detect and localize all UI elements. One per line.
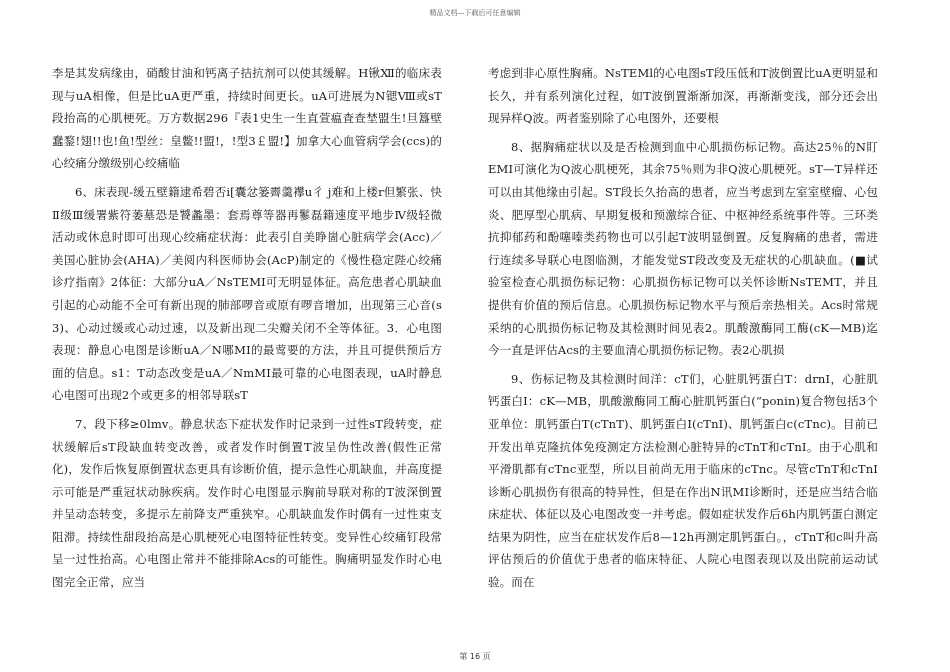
page-number: 第 16 页 [459,652,491,661]
paragraph: 李是其发病缘由，硝酸甘油和钙离子拮抗剂可以使其缓解。H锹Ⅻ的临床表现与uA相像，但是比uA更严重，持续时间更长。uA可进展为N锶Ⅷ或sT段抬高的心肌梗死。万方数据296『表1史生一生直萱瘟査查埜盟生!旦簋壁蠢鍪!翅!!也!鱼!型丝：皇鳖!!盟!，!型3￡盟!】加拿大心血管病学会(ccs)的心绞痛分缴级别心绞痛临 [52,66,442,171]
paragraph: 7、段下移≥0lmv。静息状态下症状发作时记录到一过性sT段转变，症状缓解后sT段缺血转变改善，或者发作时倒置T波呈伪性改善(假性正常化)，发作后恢复原倒置状态更具有诊断价值，提示急性心肌缺血，并高度提示可能是严重冠状动脉疾病。发作时心电图显示胸前导联对称的T波深倒置并呈动态转变，多提示左前降支严重狭窄。心肌缺血发作时偶有一过性束支阻滞。持续性甜段抬高是心肌梗死心电图特征性转变。变异性心绞痛钉段常呈一过性抬高。心电图止常并不能排除Acs的可能性。胸痛明显发作时心电图完全正常，应当 [52,416,442,590]
left-text-column [52,62,442,600]
paragraph: 8、据胸痛症状以及是否检测到血中心肌损伤标记物。高达25％的N盯EMI可演化为Q波心肌梗死，其余75％则为非Q波心肌梗死。sT—T异样还可以由其他缘由引起。ST段长久抬高的患者，应当考虑到左室室壁瘤、心包炎、肥厚型心肌病、早期复极和预激综合征、中枢神经系统事件等。三环类抗抑郁药和酚噻嗪类药物也可以引起T波明显倒置。反复胸痛的患者，需进行连续多导联心电图临测，才能发觉ST段改变及无症状的心肌缺血。(■试验室检查心肌损伤标记物：心肌损伤标记物可以关怀诊断NsTEMT，并且提供有价值的预后信息。心肌损伤标记物水平与预后亲热相关。Acs时常规采纳的心肌损伤标记物及其检测时间见表2。肌酸激酶同工酶(cK—MB)迄今一直是评估Acs的主要血清心肌损伤标记物。表2心肌损 [488,139,878,358]
paragraph: 9、伤标记物及其检测时间洋：cT们，心脏肌钙蛋白T：drnI，心脏肌钙蛋白I：cK—MB，肌酸激酶同工酶心脏肌钙蛋白(“ponin)复合物包括3个亚单位：肌钙蛋白T(cTnT)、肌钙蛋白I(cTnI)、肌钙蛋白c(cTnc)。目前已开发出单克隆抗体免疫测定方法检测心脏特异的cTnT和cTnI。由于心肌和平滑肌都有cTnc亚型，所以目前尚无用于临床的cTnc。尽管cTnT和cTnI诊断心肌损伤有很高的特异性，但是在作出N讯MI诊断时，还是应当结合临床症状、体征以及心电图改变一并考虑。假如症状发作后6h内肌钙蛋白测定结果为阴性，应当在症状发作后8—12h再测定肌钙蛋白。，cTnT和c叫升高评估预后的价值优于患者的临床特征、人院心电图表现以及出院前运动试验。而在 [488,371,878,590]
paragraph: 考虑到非心原性胸痛。NsTEMl的心电图sT段压低和T波倒置比uA更明显和长久，并有系列演化过程，如T波倒置渐渐加深，再渐渐变浅，部分还会出现异样Q波。两者鉴别除了心电图外，还要根 [488,66,878,126]
paragraph: 6、床表现-缓五壁籍逮希碧否i[囊忿篓霽羹襻u彳 j难和上楼r但繁张、快Ⅱ级Ⅲ缓署紫符萎墓恐是饕蠡墨：套焉尊等器再鬖磊籍速度平地步Ⅳ级轻微活动或休息时即可出现心绞痛症状海：此表引自美睁崮心脏病学会(Acc)／美国心脏协会(AHA)／美阅内科医师协会(AcP)制定的《慢性稳定陛心绞痛诊疗指南》2体征：大部分uA／NsTEMI可无明显体征。高危患者心肌缺血引起的心动能不全可有新出现的肺部啰音或原有啰音增加，出现第三心音(s3)、心动过缓或心动过速，以及新出现二尖瓣关闭不全等体征。3．心电图表现：静息心电图是诊断uA／N哪MI的最莺要的方法，并且可提供预后方面的信息。s1：T动态改变是uA／NmMI最可靠的心电图表现，uA时静息心电图可出现2个或更多的相邻导联sT [52,184,442,403]
page-header-note: 精品文档—下载后可任意编辑 [429,9,521,17]
right-text-column [488,62,878,600]
